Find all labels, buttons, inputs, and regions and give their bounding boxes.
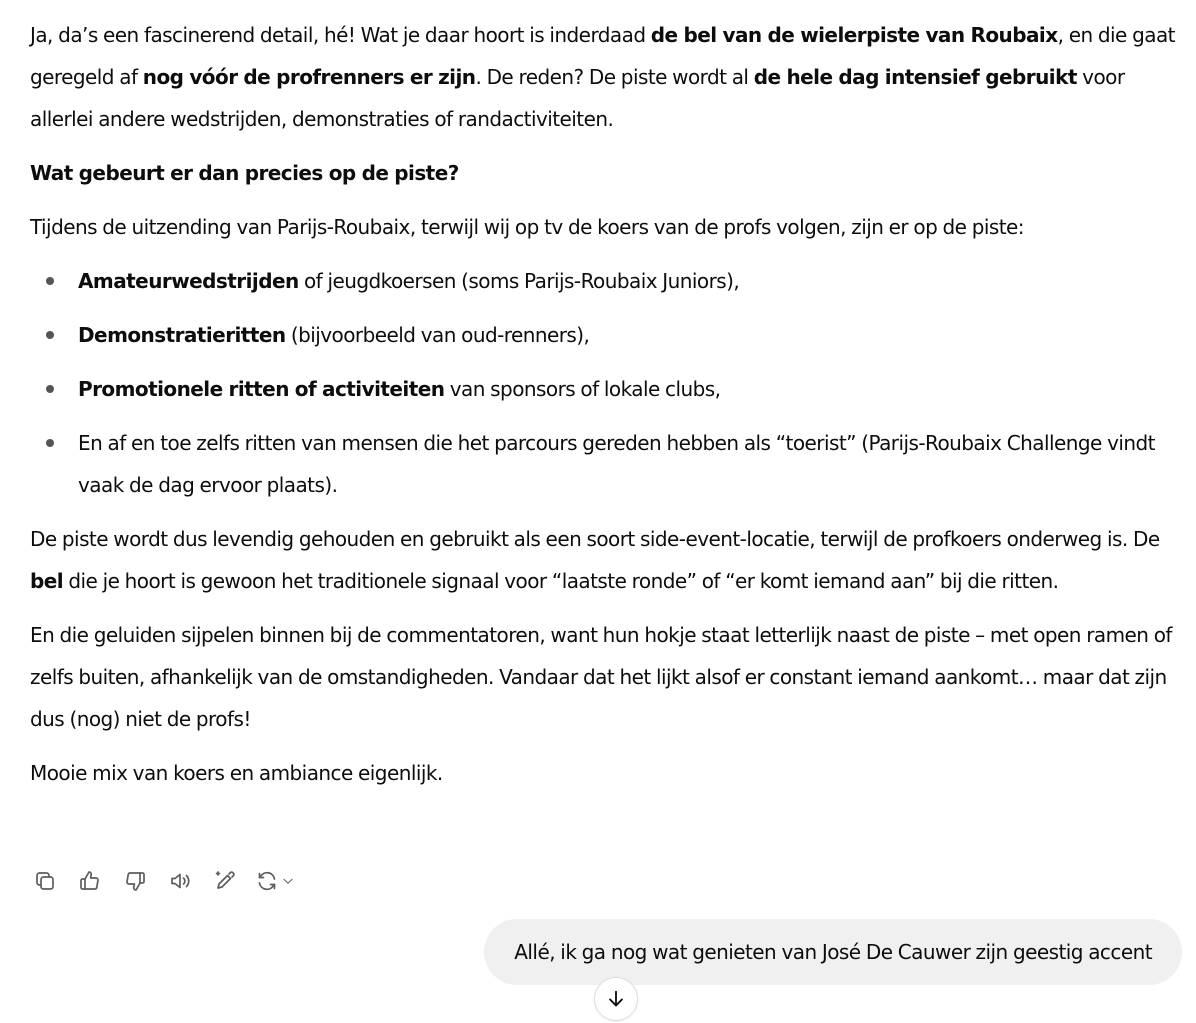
read-aloud-icon (168, 869, 192, 893)
thumbs-down-icon (123, 869, 147, 893)
regenerate-icon (255, 869, 279, 893)
message-actions (30, 866, 318, 896)
good-response-button[interactable] (75, 866, 105, 896)
list-item: En af en toe zelfs ritten van mensen die het parcours gereden hebben als “toerist” (Parijs-Roubaix Challenge vindt vaak de dag ervoor plaats). (78, 422, 1176, 506)
arrow-down-icon (605, 988, 627, 1010)
paragraph-broadcast: Tijdens de uitzending van Parijs-Roubaix, terwijl wij op tv de koers van de profs volgen, zijn er op de piste: (30, 215, 1024, 239)
paragraph-closing: Mooie mix van koers en ambiance eigenlijk. (30, 761, 443, 785)
regenerate-button[interactable] (255, 866, 303, 896)
read-aloud-button[interactable] (165, 866, 195, 896)
list-item: Promotionele ritten of activiteiten van sponsors of lokale clubs, (78, 368, 1176, 410)
chevron-down-icon (281, 874, 295, 888)
bad-response-button[interactable] (120, 866, 150, 896)
user-message (484, 919, 1182, 985)
user-message-text: Allé, ik ga nog wat genieten van José De Cauwer zijn geestig accent (514, 940, 1152, 964)
copy-button[interactable] (30, 866, 60, 896)
edit-in-canvas-button[interactable] (210, 866, 240, 896)
activity-list (30, 260, 1176, 506)
scroll-to-bottom-button[interactable] (594, 977, 638, 1021)
thumbs-up-icon (78, 869, 102, 893)
edit-icon (213, 869, 237, 893)
copy-icon (33, 869, 57, 893)
assistant-message (30, 14, 1176, 806)
paragraph-bell: De piste wordt dus levendig gehouden en gebruikt als een soort side-event-locatie, terwijl de profkoers onderweg is. De bel die je hoort is gewoon het traditionele signaal voor “laatste ronde” of “er komt iemand aan” bij die ritten. (30, 527, 1160, 593)
section-heading: Wat gebeurt er dan precies op de piste? (30, 161, 459, 185)
paragraph-intro: Ja, da’s een fascinerend detail, hé! Wat je daar hoort is inderdaad de bel van de wielerpiste van Roubaix, en die gaat geregeld af nog vóór de profrenners er zijn. De reden? De piste wordt al de hele dag intensief gebruikt voor allerlei andere wedstrijden, demonstraties of randactiviteiten. (30, 23, 1175, 131)
paragraph-commentators: En die geluiden sijpelen binnen bij de commentatoren, want hun hokje staat letterlijk naast de piste – met open ramen of zelfs buiten, afhankelijk van de omstandigheden. Vandaar dat het lijkt alsof er constant iemand aankomt… maar dat zijn dus (nog) niet de profs! (30, 623, 1172, 731)
list-item: Demonstratieritten (bijvoorbeeld van oud-renners), (78, 314, 1176, 356)
list-item: Amateurwedstrijden of jeugdkoersen (soms Parijs-Roubaix Juniors), (78, 260, 1176, 302)
